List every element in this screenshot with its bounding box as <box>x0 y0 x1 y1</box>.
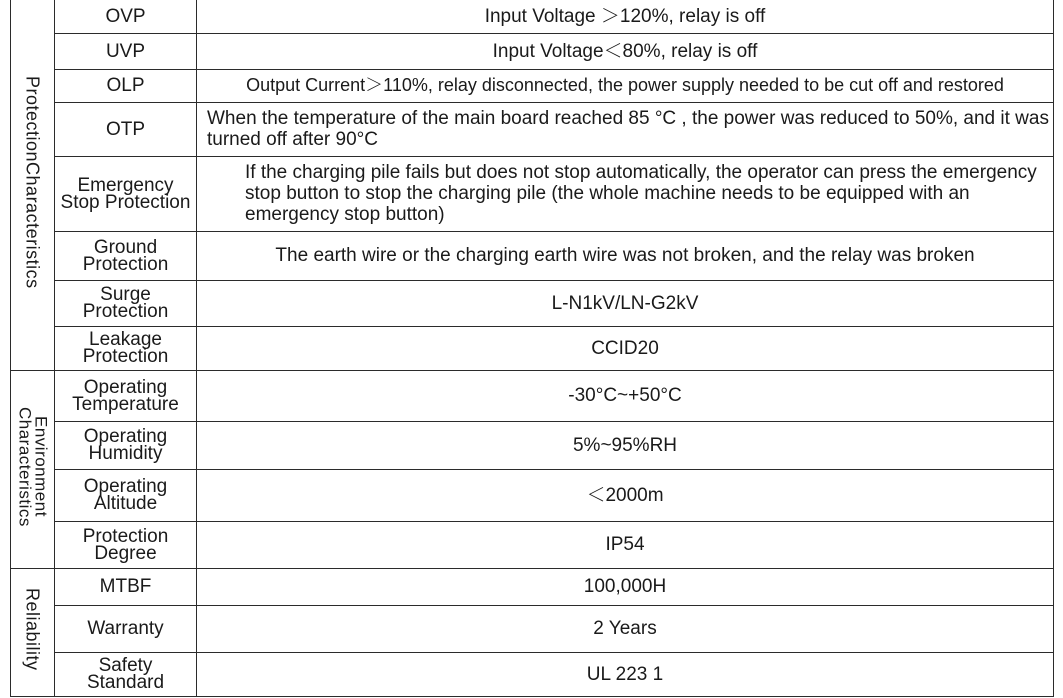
row-label: MTBF <box>55 568 197 605</box>
row-label: Surge Protection <box>55 280 197 326</box>
table-row <box>11 102 1054 156</box>
row-value: CCID20 <box>197 326 1054 370</box>
row-label: Ground Protection <box>55 231 197 280</box>
group-environment-characteristics <box>11 370 55 568</box>
row-label: OLP <box>55 69 197 102</box>
row-value: IP54 <box>197 521 1054 568</box>
table-row <box>11 370 1054 421</box>
row-label: Operating Humidity <box>55 421 197 469</box>
row-value: 100,000H <box>197 568 1054 605</box>
row-value: Input Voltage ＞120%, relay is off <box>197 0 1054 33</box>
table-row <box>11 33 1054 69</box>
row-value: UL 223 1 <box>197 652 1054 696</box>
row-value: 5%~95%RH <box>197 421 1054 469</box>
row-value: If the charging pile fails but does not stop automatically, the operator can press the emergency stop button to stop the charging pile (the whole machine needs to be equipped with an emergency stop button) <box>197 156 1054 231</box>
group-protection-characteristics <box>11 0 55 370</box>
row-value: Output Current＞110%, relay disconnected, the power supply needed to be cut off and restored <box>197 69 1054 102</box>
table-row <box>11 231 1054 280</box>
group-label: Reliability <box>22 588 43 671</box>
table-row <box>11 280 1054 326</box>
table-row <box>11 69 1054 102</box>
group-reliability <box>11 568 55 696</box>
row-value: ＜2000m <box>197 469 1054 521</box>
row-label: Emergency Stop Protection <box>55 156 197 231</box>
group-label <box>17 407 49 527</box>
table-row <box>11 521 1054 568</box>
specification-table <box>10 0 1054 697</box>
table-row <box>11 652 1054 696</box>
table-row <box>11 0 1054 33</box>
table-row <box>11 469 1054 521</box>
row-label: UVP <box>55 33 197 69</box>
row-value: L-N1kV/LN-G2kV <box>197 280 1054 326</box>
row-label: OVP <box>55 0 197 33</box>
row-value: The earth wire or the charging earth wire was not broken, and the relay was broken <box>197 231 1054 280</box>
row-value: Input Voltage＜80%, relay is off <box>197 33 1054 69</box>
table-row <box>11 326 1054 370</box>
row-label: Warranty <box>55 605 197 652</box>
group-label-line: Environment <box>31 416 51 517</box>
row-value: 2 Years <box>197 605 1054 652</box>
row-label: Protection Degree <box>55 521 197 568</box>
row-value: -30°C~+50°C <box>197 370 1054 421</box>
table-row <box>11 421 1054 469</box>
group-label: ProtectionCharacteristics <box>22 75 43 289</box>
group-label-line: Characteristics <box>15 406 35 527</box>
row-label: Operating Temperature <box>55 370 197 421</box>
row-label: Leakage Protection <box>55 326 197 370</box>
table-row <box>11 568 1054 605</box>
row-label: Operating Altitude <box>55 469 197 521</box>
table-row <box>11 156 1054 231</box>
row-label: OTP <box>55 102 197 156</box>
row-value: When the temperature of the main board reached 85 °C , the power was reduced to 50%, and it was turned off after 90°C <box>197 102 1054 156</box>
row-label: Safety Standard <box>55 652 197 696</box>
table-row <box>11 605 1054 652</box>
